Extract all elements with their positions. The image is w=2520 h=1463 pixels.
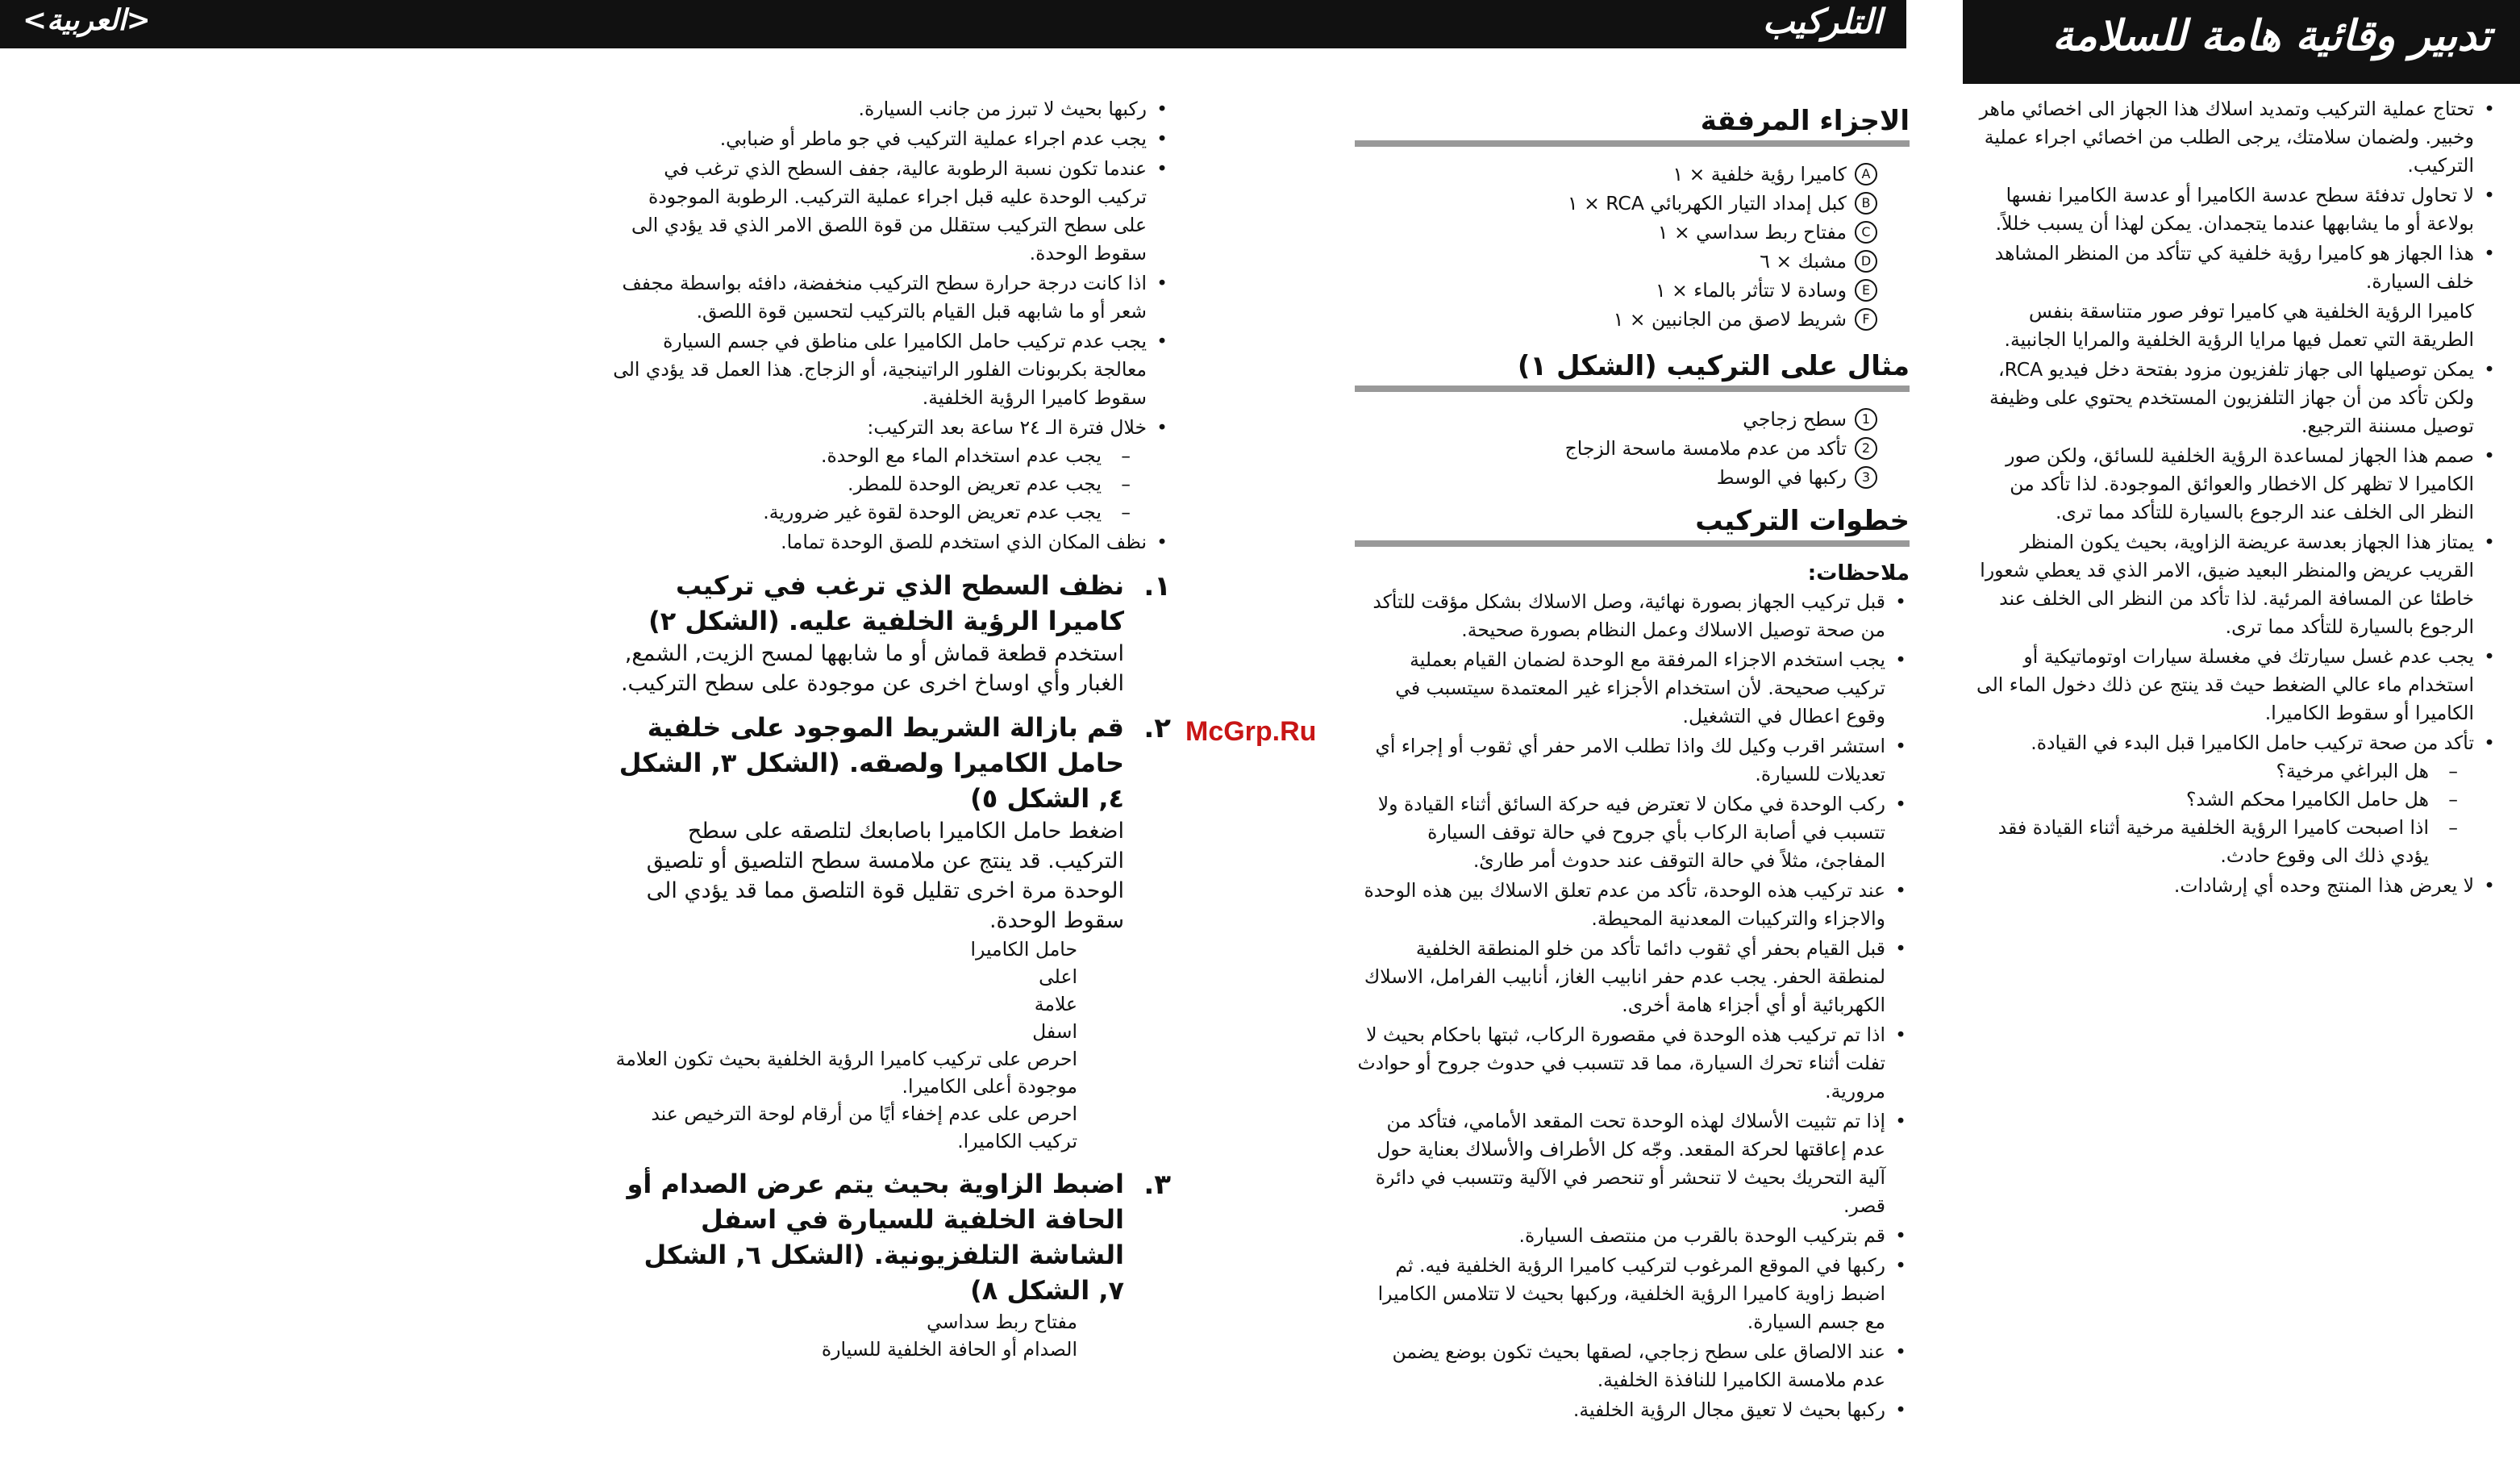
part-text: كبل إمداد التيار الكهربائي RCA × ١ — [1568, 191, 1847, 215]
list-item: • ركبها بحيث لا تبرز من جانب السيارة. — [613, 95, 1171, 123]
dash-item: – يجب عدم تعريض الوحدة للمطر. — [613, 470, 1147, 498]
figure-legend — [613, 1308, 1171, 1363]
list-item-text: خلال فترة الـ ٢٤ ساعة بعد التركيب: — [867, 416, 1147, 439]
step-3 — [613, 1166, 1171, 1363]
part-text: شريط لاصق من الجانبين × ١ — [1613, 307, 1847, 331]
list-item: • اذا تم تركيب هذه الوحدة في مقصورة الركاب، ثبتها باحكام بحيث لا تفلت أثناء تحرك السيارة، مما قد تتسبب في حدوث جروح أو حوادث مرورية. — [1355, 1021, 1910, 1106]
list-item: • قبل تركيب الجهاز بصورة نهائية، وصل الاسلاك بشكل مؤقت للتأكد من صحة توصيل الاسلاك وعمل النظام بصورة صحيحة. — [1355, 588, 1910, 644]
list-item: • يمكن توصيلها الى جهاز تلفزيون مزود بفتحة دخل فيديو RCA، ولكن تأكد من أن جهاز التلفزيون المستخدم يحتوي على وظيفة توصيل مسننة الترجيع. — [1961, 356, 2498, 440]
part-item — [1355, 160, 1910, 189]
safety-title: تدبير وقائية هامة للسلامة — [2052, 11, 2491, 60]
legend-note: احرص على تركيب كاميرا الرؤية الخلفية بحيث تكون العلامة موجودة أعلى الكاميرا. — [615, 1048, 1077, 1098]
dash-item: – هل البراغي مرخية؟ — [1961, 757, 2474, 786]
letter-b-icon: B — [1855, 192, 1877, 215]
steps-column — [613, 95, 1171, 1363]
dash-item: – يجب عدم استخدام الماء مع الوحدة. — [613, 442, 1147, 470]
number-3-icon: 3 — [1855, 466, 1877, 489]
dash-item: – هل حامل الكاميرا محكم الشد؟ — [1961, 786, 2474, 814]
list-item: • ركبها في الموقع المرغوب لتركيب كاميرا الرؤية الخلفية فيه. ثم اضبط زاوية كاميرا الرؤية الخلفية، وركبها بحيث لا تتلامس الكاميرا مع جسم السيارة. — [1355, 1252, 1910, 1336]
list-item: • عند الالصاق على سطح زجاجي، لصقها بحيث تكون بوضع يضمن عدم ملامسة الكاميرا للنافذة الخلفية. — [1355, 1338, 1910, 1394]
step-number: ٢. — [1143, 712, 1171, 744]
notes-list — [1355, 588, 1910, 1424]
watermark: McGrp.Ru — [1185, 716, 1317, 747]
letter-c-icon: C — [1855, 221, 1877, 244]
part-text: وسادة لا تتأثر بالماء × ١ — [1656, 278, 1847, 302]
dash-item: – اذا اصبحت كاميرا الرؤية الخلفية مرخية أثناء القيادة فقد يؤدي ذلك الى وقوع حادث. — [1961, 814, 2474, 870]
list-item: • يجب عدم غسل سيارتك في مغسلة سيارات اوتوماتيكية أو استخدام ماء عالي الضغط حيث قد ينتج عن ذلك دخول الماء الى الكاميرا أو سقوط الكاميرا. — [1961, 643, 2498, 727]
part-text: كاميرا رؤية خلفية × ١ — [1672, 162, 1847, 185]
list-item: • عند تركيب هذه الوحدة، تأكد من عدم تعلق الاسلاك بين هذه الوحدة والاجزاء والتركيبات المعدنية المحيطة. — [1355, 877, 1910, 933]
example-list — [1355, 405, 1910, 492]
step-title: نظف السطح الذي ترغب في تركيب كاميرا الرؤية الخلفية عليه. (الشكل ٢) — [648, 570, 1124, 636]
legend-note: احرص على عدم إخفاء أيًا من أرقام لوحة الترخيص عند تركيب الكاميرا. — [651, 1102, 1077, 1152]
part-item — [1355, 247, 1910, 276]
letter-d-icon: D — [1855, 250, 1877, 273]
list-item: • اذا كانت درجة حرارة سطح التركيب منخفضة، دافئه بواسطة مجفف شعر أو ما شابهه قبل القيام بالتركيب لتحسين قوة اللصق. — [613, 269, 1171, 326]
legend-item: اسفل — [1032, 1020, 1077, 1043]
parts-heading-text: الاجزاء المرفقة — [1700, 105, 1910, 137]
step-2 — [613, 710, 1171, 1155]
list-item: • تحتاج عملية التركيب وتمديد اسلاك هذا الجهاز الى اخصائي ماهر وخبير. ولضمان سلامتك، يرجى الطلب من اخصائي اجراء عملية التركيب. — [1961, 95, 2498, 180]
part-item — [1355, 189, 1910, 218]
parts-list — [1355, 160, 1910, 334]
list-item: • هذا الجهاز هو كاميرا رؤية خلفية كي تتأكد من المنظر المشاهد خلف السيارة. — [1961, 240, 2498, 296]
example-item — [1355, 405, 1910, 434]
legend-item: مفتاح ربط سداسي — [927, 1311, 1077, 1333]
list-item: • نظف المكان الذي استخدم للصق الوحدة تماما. — [613, 528, 1171, 556]
parts-heading — [1355, 95, 1910, 147]
list-item: • يمتاز هذا الجهاز بعدسة عريضة الزاوية، بحيث يكون المنظر القريب عريض والمنظر البعيد ضيق، الامر الذي قد يعطي شعورا خاطئا عن المسافة المرئية. لذا تأكد من النظر الى الخلف عند الرجوع بالسيارة للتأكد مما ترى. — [1961, 528, 2498, 641]
steps-heading-text: خطوات التركيب — [1695, 505, 1910, 537]
step-1 — [613, 568, 1171, 698]
list-item: • يجب استخدم الاجزاء المرفقة مع الوحدة لضمان القيام بعملية تركيب صحيحة. لأن استخدام الأجزاء غير المعتمدة سيتسبب في وقوع اعطال في التشغيل. — [1355, 646, 1910, 731]
list-item: • ركب الوحدة في مكان لا تعترض فيه حركة السائق أثناء القيادة ولا تتسبب في أصابة الركاب بأي جروح في حالة توقف السيارة المفاجئ، مثلاً في حالة التوقف عند حدوث أمر طارئ. — [1355, 790, 1910, 875]
list-item: • صمم هذا الجهاز لمساعدة الرؤية الخلفية للسائق، ولكن صور الكاميرا لا تظهر كل الاخطار والعوائق الموجودة. لذا تأكد من النظر الى الخلف عند الرجوع بالسيارة للتأكد مما ترى. — [1961, 442, 2498, 527]
list-item — [613, 414, 1171, 527]
example-heading — [1355, 340, 1910, 392]
after-install-list — [613, 442, 1147, 527]
part-item — [1355, 276, 1910, 305]
precautions-list — [613, 95, 1171, 556]
legend-item: علامة — [1034, 993, 1077, 1015]
list-item: • إذا تم تثبيت الأسلاك لهذه الوحدة تحت المقعد الأمامي، فتأكد من عدم إعاقتها لحركة المقعد. وجّه كل الأطراف والأسلاك بعناية حول آلية التحريك بحيث لا تنحشر أو تنحصر في الآلية وتتسبب في دائرة قصر. — [1355, 1107, 1910, 1220]
legend-item: حامل الكاميرا — [970, 938, 1077, 961]
list-item — [1961, 729, 2498, 870]
page-title: التلركيب — [1762, 2, 1882, 41]
example-text: سطح زجاجي — [1743, 407, 1847, 431]
list-item: • قم بتركيب الوحدة بالقرب من منتصف السيارة. — [1355, 1222, 1910, 1250]
list-item: • قبل القيام بحفر أي ثقوب دائما تأكد من خلو المنطقة الخلفية لمنطقة الحفر. يجب عدم حفر انابيب الغاز، أنابيب الفرامل، الاسلاك الكهربائية أو أي أجزاء هامة أخرى. — [1355, 935, 1910, 1019]
part-text: مفتاح ربط سداسي × ١ — [1657, 220, 1847, 244]
list-item-text: تأكد من صحة تركيب حامل الكاميرا قبل البدء في القيادة. — [2031, 732, 2474, 754]
step-title: قم بازالة الشريط الموجود على خلفية حامل الكاميرا ولصقه. (الشكل ٣, الشكل ٤, الشكل ٥) — [619, 712, 1124, 814]
list-item: • عندما تكون نسبة الرطوبة عالية، جفف السطح الذي ترغب في تركيب الوحدة عليه قبل اجراء عملية التركيب. الرطوبة الموجودة على سطح التركيب ستقلل من قوة اللصق الامر الذي قد يؤدي الى سقوط الوحدة. — [613, 155, 1171, 268]
safety-note: كاميرا الرؤية الخلفية هي كاميرا توفر صور متناسقة بنفس الطريقة التي تعمل فيها مرايا الرؤية الخلفية والمرايا الجانبية. — [2004, 300, 2474, 351]
installation-column — [1355, 95, 1910, 1426]
step-body: اضغط حامل الكاميرا باصابعك لتلصقه على سطح التركيب. قد ينتج عن ملامسة سطح التلصيق أو تلصيق الوحدة مرة اخرى تقليل قوة التلصق مما قد يؤدي الى سقوط الوحدة. — [646, 819, 1124, 933]
safety-list — [1961, 95, 2498, 296]
legend-item: اعلى — [1039, 965, 1077, 988]
figure-legend — [613, 936, 1171, 1155]
number-1-icon: 1 — [1855, 408, 1877, 431]
step-title: اضبط الزاوية بحيث يتم عرض الصدام أو الحافة الخلفية للسيارة في اسفل الشاشة التلفزيونية. (الشكل ٦, الشكل ٧, الشكل ٨) — [627, 1169, 1124, 1306]
step-number: ١. — [1143, 570, 1171, 602]
part-item — [1355, 218, 1910, 247]
safety-list-2 — [1961, 356, 2498, 900]
letter-e-icon: E — [1855, 279, 1877, 302]
safety-header-bar — [1963, 0, 2520, 84]
header-bar — [0, 0, 1906, 48]
number-2-icon: 2 — [1855, 437, 1877, 460]
example-heading-text: مثال على التركيب (الشكل ١) — [1517, 350, 1910, 382]
example-text: تأكد من عدم ملامسة ماسحة الزجاج — [1564, 436, 1847, 460]
steps-heading — [1355, 495, 1910, 547]
safety-column — [1961, 95, 2498, 902]
part-text: مشبك × ٦ — [1760, 249, 1847, 273]
step-body: استخدم قطعة قماش أو ما شابهها لمسح الزيت, الشمع, الغبار وأي اوساخ اخرى عن موجودة على سطح التركيب. — [620, 641, 1124, 696]
example-item — [1355, 463, 1910, 492]
legend-item: الصدام أو الحافة الخلفية للسيارة — [821, 1338, 1077, 1361]
example-text: ركبها في الوسط — [1716, 465, 1847, 489]
list-item: • يجب عدم تركيب حامل الكاميرا على مناطق في جسم السيارة معالجة بكربونات الفلور الراتينجية، أو الزجاج. هذا العمل قد يؤدي الى سقوط كاميرا الرؤية الخلفية. — [613, 327, 1171, 412]
letter-a-icon: A — [1855, 163, 1877, 185]
list-item: • لا تحاول تدفئة سطح عدسة الكاميرا أو عدسة الكاميرا نفسها بولاعة أو ما يشابهها عندما يتجمدان. يمكن لهذا أن يسبب خللاً. — [1961, 181, 2498, 238]
notes-label: ملاحظات: — [1807, 561, 1910, 586]
part-item — [1355, 305, 1910, 334]
list-item: • ركبها بحيث لا تعيق مجال الرؤية الخلفية. — [1355, 1396, 1910, 1424]
dash-item: – يجب عدم تعريض الوحدة لقوة غير ضرورية. — [613, 498, 1147, 527]
list-item: • لا يعرض هذا المنتج وحده أي إرشادات. — [1961, 872, 2498, 900]
list-item: • استشر اقرب وكيل لك واذا تطلب الامر حفر أي ثقوب أو إجراء أي تعديلات للسيارة. — [1355, 732, 1910, 789]
language-label: <العربية> — [23, 3, 151, 37]
list-item: • يجب عدم اجراء عملية التركيب في جو ماطر أو ضبابي. — [613, 125, 1171, 153]
check-list — [1961, 757, 2474, 870]
letter-f-icon: F — [1855, 308, 1877, 331]
example-item — [1355, 434, 1910, 463]
step-number: ٣. — [1143, 1169, 1171, 1201]
